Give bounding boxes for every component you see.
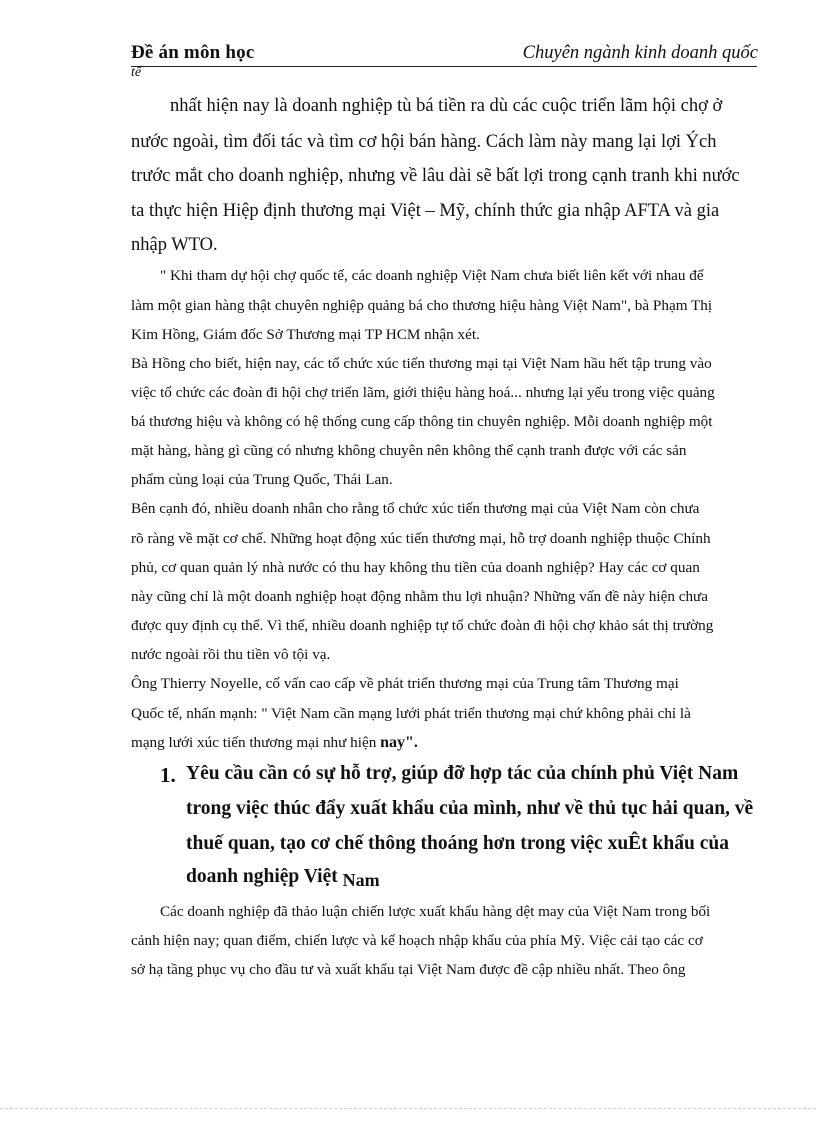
header-divider xyxy=(131,66,757,67)
body-line: phủ, cơ quan quản lý nhà nước có thu hay không thu tiền của doanh nghiệp? Hay các cơ quan xyxy=(131,559,700,576)
body-line: Các doanh nghiệp đã thảo luận chiến lược xuất khẩu hàng dệt may của Việt Nam trong bối xyxy=(160,903,711,920)
intro-line: nhập WTO. xyxy=(131,235,218,255)
section-heading-line: trong việc thúc đẩy xuất khẩu của mình, như về thủ tục hải quan, về xyxy=(186,798,754,819)
body-line: mặt hàng, hàng gì cũng có nhưng không chuyên nên không thể cạnh tranh được với các sản xyxy=(131,442,687,459)
body-line: nước ngoài rồi thu tiền vô tội vạ. xyxy=(131,646,331,663)
heading-number: 1. xyxy=(160,763,176,787)
body-line: việc tổ chức các đoàn đi hội chợ triển lãm, giới thiệu hàng hoá... nhưng lại yếu trong việc quảng xyxy=(131,384,715,401)
body-line: Bà Hồng cho biết, hiện nay, các tổ chức xúc tiến thương mại tại Việt Nam hầu hết tập trung vào xyxy=(131,355,712,372)
body-line: Bên cạnh đó, nhiều doanh nhân cho rằng tổ chức xúc tiến thương mại của Việt Nam còn chưa xyxy=(131,500,700,517)
body-line: sở hạ tầng phục vụ cho đầu tư và xuất khẩu tại Việt Nam được đề cập nhiều nhất. Theo ông xyxy=(131,961,686,978)
body-line: làm một gian hàng thật chuyên nghiệp quảng bá cho thương hiệu hàng Việt Nam", bà Phạm Thị xyxy=(131,297,713,314)
section-heading-text: doanh nghiệp Việt xyxy=(186,866,343,887)
intro-line: ta thực hiện Hiệp định thương mại Việt – Mỹ, chính thức gia nhập AFTA và gia xyxy=(131,201,720,221)
body-line: cảnh hiện nay; quan điểm, chiến lược và kế hoạch nhập khẩu của phía Mỹ. Việc cải tạo các cơ xyxy=(131,932,703,949)
body-line: bá thương hiệu và không có hệ thống cung cấp thông tin chuyên nghiệp. Mỗi doanh nghiệp một xyxy=(131,413,713,430)
page-bottom-divider xyxy=(0,1108,816,1109)
body-line: rõ ràng về mặt cơ chế. Những hoạt động xúc tiến thương mại, hỗ trợ doanh nghiệp thuộc Chính xyxy=(131,530,711,547)
body-line: Kim Hồng, Giám đốc Sở Thương mại TP HCM nhận xét. xyxy=(131,326,480,343)
header-subject-wrap: tế xyxy=(131,65,142,80)
body-line: được quy định cụ thể. Vì thế, nhiều doanh nghiệp tự tổ chức đoàn đi hội chợ khảo sát thị trường xyxy=(131,617,714,634)
body-line xyxy=(131,734,418,752)
body-line: Ông Thierry Noyelle, cố vấn cao cấp về phát triển thương mại của Trung tâm Thương mại xyxy=(131,675,679,692)
section-heading-tail: Nam xyxy=(342,870,380,890)
section-heading-line: thuế quan, tạo cơ chế thông thoáng hơn trong việc xuÊt khẩu của xyxy=(186,833,729,854)
body-line-text: mạng lưới xúc tiến thương mại như hiện xyxy=(131,734,381,751)
header-title: Đề án môn học xyxy=(131,42,255,63)
section-heading-line: Yêu cầu cần có sự hỗ trợ, giúp đỡ hợp tác của chính phủ Việt Nam xyxy=(186,763,739,784)
body-line: này cũng chỉ là một doanh nghiệp hoạt động nhằm thu lợi nhuận? Những vấn đề này hiện chưa xyxy=(131,588,709,605)
body-line: " Khi tham dự hội chợ quốc tế, các doanh nghiệp Việt Nam chưa biết liên kết với nhau để xyxy=(160,267,704,284)
body-line-tail: nay". xyxy=(380,734,418,751)
intro-line: nước ngoài, tìm đối tác và tìm cơ hội bán hàng. Cách làm này mang lại lợi Ých xyxy=(131,132,717,152)
body-line: Quốc tế, nhấn mạnh: " Việt Nam cần mạng lưới phát triển thương mại chứ không phải chỉ là xyxy=(131,705,691,722)
body-line: phẩm cùng loại của Trung Quốc, Thái Lan. xyxy=(131,471,393,488)
header-subject: Chuyên ngành kinh doanh quốc xyxy=(522,43,758,63)
intro-line: trước mắt cho doanh nghiệp, nhưng về lâu dài sẽ bất lợi trong cạnh tranh khi nước xyxy=(131,166,740,186)
section-heading-line xyxy=(186,866,380,888)
intro-line: nhất hiện nay là doanh nghiệp tù bá tiền ra dù các cuộc triển lãm hội chợ ở xyxy=(170,96,723,116)
